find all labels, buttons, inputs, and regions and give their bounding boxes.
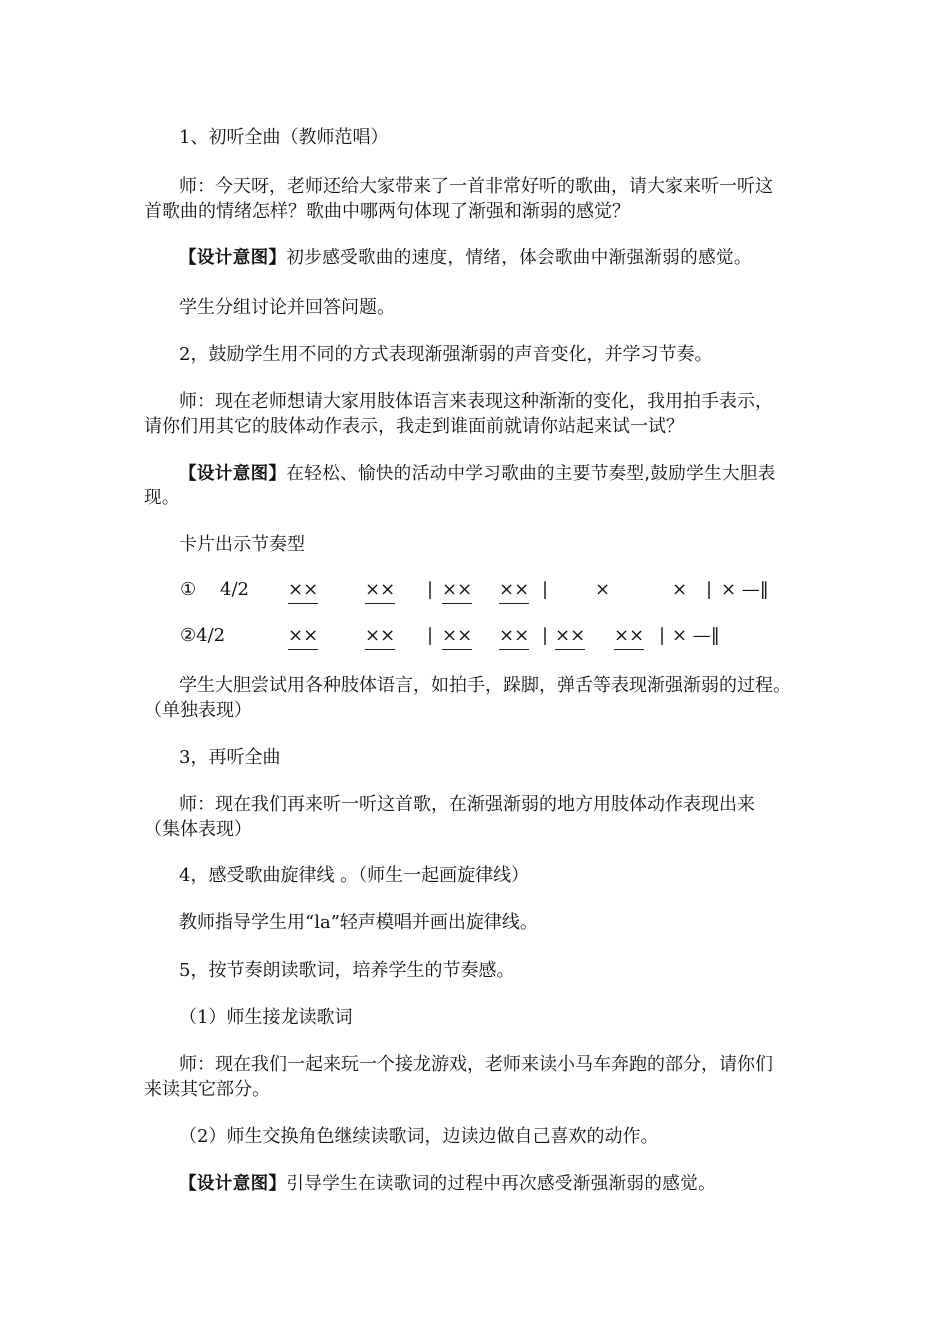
design-intent-tag: 【设计意图】 xyxy=(179,464,287,484)
section-heading-4: 4，感受歌曲旋律线 。（师生一起画旋律线） xyxy=(179,865,530,886)
design-intent-text: 初步感受歌曲的速度，情绪，体会歌曲中渐强渐弱的感觉。 xyxy=(286,248,752,268)
rhythm-note-group: ×× xyxy=(614,624,644,650)
design-intent-tag: 【设计意图】 xyxy=(179,1174,287,1194)
rhythm-note-group: ×× xyxy=(499,578,529,604)
paragraph-melody-line: 教师指导学生用“la”轻声模唱并画出旋律线。 xyxy=(179,912,538,933)
design-intent-2-line1 xyxy=(179,462,776,486)
paragraph-listen-again-line1: 师：现在我们再来听一听这首歌，在渐强渐弱的地方用肢体动作表现出来 xyxy=(179,794,755,815)
section-heading-2: 2，鼓励学生用不同的方式表现渐强渐弱的声音变化，并学习节奏。 xyxy=(179,344,713,365)
rhythm-note: × xyxy=(595,579,611,600)
rhythm-number-meter: ②4/2 xyxy=(180,625,226,646)
paragraph-rhythm-card: 卡片出示节奏型 xyxy=(179,534,305,555)
section-heading-5: 5，按节奏朗读歌词，培养学生的节奏感。 xyxy=(179,960,515,981)
section-heading-1: 1、初听全曲（教师范唱） xyxy=(179,127,389,148)
paragraph-student-attempt-line1: 学生大胆尝试用各种肢体语言，如拍手，跺脚，弹舌等表现渐强渐弱的过程。 xyxy=(179,675,791,696)
paragraph-body-language-line2: 请你们用其它的肢体动作表示，我走到谁面前就请你站起来试一试？ xyxy=(144,416,684,437)
rhythm-meter: 4/2 xyxy=(220,579,249,600)
design-intent-text: 在轻松、愉快的活动中学习歌曲的主要节奏型,鼓励学生大胆表 xyxy=(286,464,776,484)
rhythm-note-group: ×× xyxy=(288,578,318,604)
paragraph-student-attempt-line2: （单独表现） xyxy=(144,700,252,721)
design-intent-1 xyxy=(179,246,752,270)
rhythm-note-group: ×× xyxy=(499,624,529,650)
rhythm-ending: × —‖ xyxy=(721,579,769,600)
rhythm-barline: | xyxy=(427,579,434,600)
rhythm-note-group: ×× xyxy=(365,624,395,650)
rhythm-note-group: ×× xyxy=(442,624,472,650)
subheading-swap-roles: （2）师生交换角色继续读歌词，边读边做自己喜欢的动作。 xyxy=(179,1126,659,1147)
design-intent-3 xyxy=(179,1172,716,1196)
rhythm-barline: | xyxy=(542,625,549,646)
subheading-relay-reading: （1）师生接龙读歌词 xyxy=(179,1007,353,1028)
paragraph-teacher-intro-line1: 师：今天呀，老师还给大家带来了一首非常好听的歌曲，请大家来听一听这 xyxy=(179,176,773,197)
rhythm-note-group: ×× xyxy=(555,624,585,650)
paragraph-student-discussion: 学生分组讨论并回答问题。 xyxy=(179,297,395,318)
rhythm-note-group: ×× xyxy=(365,578,395,604)
design-intent-2-line2: 现。 xyxy=(144,488,180,508)
design-intent-tag: 【设计意图】 xyxy=(179,248,287,268)
paragraph-relay-game-line2: 来读其它部分。 xyxy=(144,1079,270,1100)
rhythm-note: × xyxy=(672,579,688,600)
rhythm-barline: | xyxy=(659,625,666,646)
paragraph-listen-again-line2: （集体表现） xyxy=(144,819,252,840)
rhythm-note-group: ×× xyxy=(442,578,472,604)
rhythm-note-group: ×× xyxy=(288,624,318,650)
rhythm-barline: | xyxy=(427,625,434,646)
rhythm-barline: | xyxy=(542,579,549,600)
paragraph-body-language-line1: 师：现在老师想请大家用肢体语言来表现这种渐渐的变化，我用拍手表示， xyxy=(179,391,773,412)
rhythm-barline: | xyxy=(706,579,713,600)
paragraph-teacher-intro-line2: 首歌曲的情绪怎样？歌曲中哪两句体现了渐强和渐弱的感觉？ xyxy=(144,201,630,222)
design-intent-text: 引导学生在读歌词的过程中再次感受渐强渐弱的感觉。 xyxy=(286,1174,717,1194)
section-heading-3: 3，再听全曲 xyxy=(179,747,281,768)
paragraph-relay-game-line1: 师：现在我们一起来玩一个接龙游戏，老师来读小马车奔跑的部分，请你们 xyxy=(179,1054,773,1075)
rhythm-number: ① xyxy=(180,579,197,600)
rhythm-ending: × —‖ xyxy=(672,625,720,646)
